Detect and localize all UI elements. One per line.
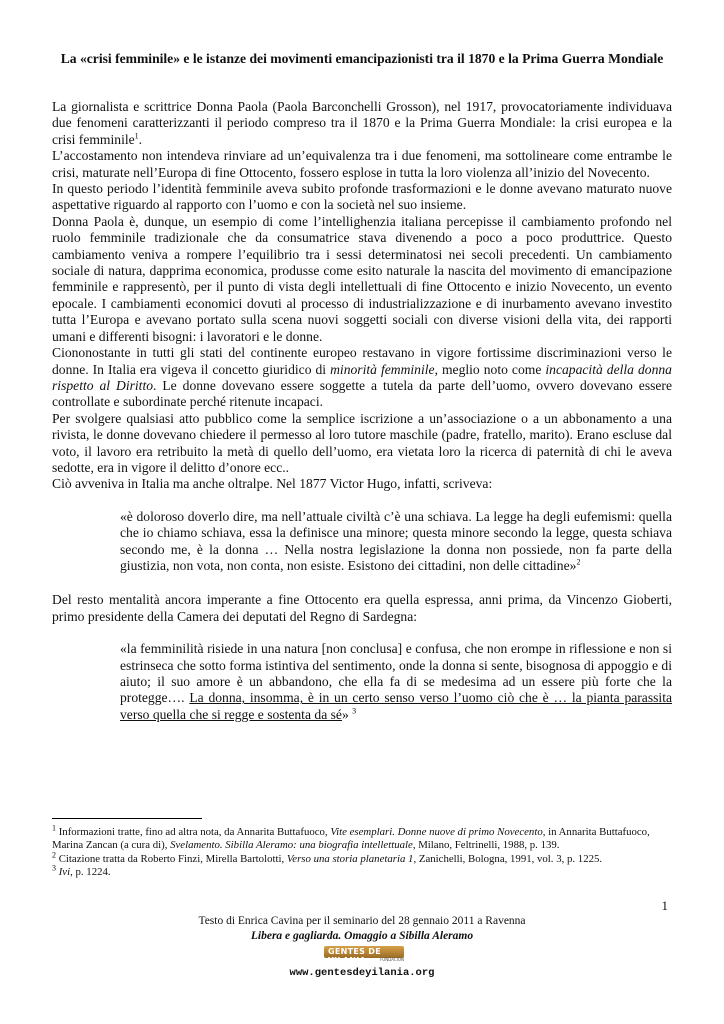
paragraph: In questo periodo l’identità femminile aveva subito profonde trasformazioni e le donne avevano maturato nuove aspettative riguardo al rapporto con l’uomo e con la società nel suo insieme. xyxy=(52,181,672,213)
page-number: 1 xyxy=(661,898,668,913)
quote-text: «la femminilità risiede in una natura [non conclusa] e confusa, che non erompe in riflessione e non si estrinseca che sotto forma istintiva del sentimento, onde la donna si sente, bisognosa di appoggio e di aiuto; il suo amore è un abbandono, che ella fa di se medesima ad un essere più forte che la protegge…. xyxy=(120,641,672,706)
quote-gioberti xyxy=(120,641,672,723)
paragraph: Ciò avveniva in Italia ma anche oltralpe. Nel 1877 Victor Hugo, infatti, scriveva: xyxy=(52,476,493,492)
footnote-text: Informazioni tratte, fino ad altra nota, da Annarita Buttafuoco, xyxy=(56,826,331,838)
quote-hugo xyxy=(120,509,672,575)
footer-event-title: Libera e gagliarda. Omaggio a Sibilla Aleramo xyxy=(250,929,474,942)
footnote xyxy=(52,863,672,879)
footnote-text: , Zanichelli, Bologna, 1991, vol. 3, p. 1225. xyxy=(413,852,603,865)
paragraph xyxy=(52,99,672,148)
article-body xyxy=(52,99,672,741)
footnote-italic: Ivi xyxy=(56,865,71,878)
paragraph: Donna Paola è, dunque, un esempio di come l’intellighenzia italiana percepisse il cambiamento profondo nel ruolo femminile tradizionale che da consumatrice stava divenendo a poco a poco produttrice. Questo cambiamento veniva a rompere l’equilibrio tra i sessi determinatosi nei secoli precedenti. Un cambiamento sociale di natura, dapprima economica, produsse come esito naturale la nascita del movimento di emancipazione femminile e rappresentò, per il punto di vista degli intellettuali di fine Ottocento e inizio Novecento, un evento epocale. I cambiamenti economici dovuti al processo di industrializzazione e di inurbamento avevano investito tutta l’Europa e avevano portato sulla scena nuovi soggetti sociali con diverse visioni della vita, dei rapporti umani e differenti bisogni: i lavoratori e le donne. xyxy=(52,213,672,344)
paragraph-text: , meglio noto come xyxy=(434,361,546,377)
article-title: La «crisi femminile» e le istanze dei movimenti emancipazionisti tra il 1870 e la Prima Guerra Mondiale xyxy=(60,51,664,66)
paragraph-text: . Le donne dovevano essere soggette a tutela da parte dell’uomo, ovvero dovevano essere controllate e subordinate perché ritenute incapaci. xyxy=(52,377,672,410)
paragraph-text: La giornalista e scrittrice Donna Paola (Paola Barconchelli Grosson), nel 1917, provocatoriamente individuava due fenomeni caratterizzanti il periodo compreso tra il 1870 e la Prima Guerra Mondiale: la crisi europea e la crisi femminile xyxy=(52,99,672,147)
footnote xyxy=(52,823,672,853)
footnote-divider xyxy=(52,818,202,819)
footnote-italic: Svelamento. Sibilla Aleramo: una biografia intellettuale xyxy=(170,839,413,852)
gentes-logo xyxy=(316,944,418,965)
paragraph-text: . xyxy=(138,131,143,147)
underlined-quote-text: La donna, insomma, è in un certo senso verso l’uomo ciò che è … la pianta parassita verso quella che si regge e sostenta da sé xyxy=(120,690,673,722)
paragraph: Per svolgere qualsiasi atto pubblico come la semplice iscrizione a un’associazione o a un abbonamento a una rivista, le donne dovevano chiedere il permesso al loro tutore maschile (padre, fratello, marito). Erano escluse dal voto, il lavoro era retribuito la metà di quello dell’uomo, era vietata loro la ricerca di paternità di chi le aveva sedotte, era in vigore il delitto d’onore ecc.. xyxy=(52,410,672,475)
italic-term: incapacità della donna rispetto al Diritto xyxy=(52,361,672,393)
logo-subtext: FUNDACIÓN xyxy=(380,957,405,962)
footnote-number: 2 xyxy=(52,850,56,859)
footer-url[interactable]: www.gentesdeyilania.org xyxy=(289,967,435,979)
italic-term: minorità femminile xyxy=(330,361,435,377)
paragraph xyxy=(52,345,672,411)
footnote-italic: Verso una storia planetaria 1 xyxy=(286,852,414,865)
footnote-text: , p. 1224. xyxy=(70,865,111,878)
footnote-text: , in Annarita Buttafuoco, Marina Zancan (a cura di), xyxy=(52,826,650,852)
footnote xyxy=(52,850,672,866)
footnote-ref: 1 xyxy=(134,131,139,141)
footnote-number: 1 xyxy=(52,823,56,833)
footnote-italic: Vite esemplari. Donne nuove di primo Novecento xyxy=(330,826,543,838)
paragraph: L’accostamento non intendeva rinviare ad un’equivalenza tra i due fenomeni, ma sottolineare come entrambe le crisi, maturate nell’Europa di fine Ottocento, fossero esplose in tutta la loro violenza all’inizio del Novecento. xyxy=(52,148,672,180)
footnote-text: , Milano, Feltrinelli, 1988, p. 139. xyxy=(412,839,560,852)
footer-credit: Testo di Enrica Cavina per il seminario del 28 gennaio 2011 a Ravenna xyxy=(198,915,526,927)
footnote-number: 3 xyxy=(52,863,56,873)
footnote-ref: 2 xyxy=(576,557,581,567)
paragraph-text: Ciononostante in tutti gli stati del continente europeo restavano in vigore fortissime discriminazioni verso le donne. In Italia era vigeva il concetto giuridico di xyxy=(52,345,672,377)
paragraph: Del resto mentalità ancora imperante a fine Ottocento era quella espressa, anni prima, da Vincenzo Gioberti, primo presidente della Camera dei deputati del Regno di Sardegna: xyxy=(52,592,672,624)
page-footer xyxy=(52,914,672,943)
quote-text: «è doloroso doverlo dire, ma nell’attuale civiltà c’è una schiava. La legge ha degli eufemismi: quella che io chiamo schiava, essa la definisce una minore; questa minore secondo la legge, questa schiava secondo me, è la donna … Nella nostra legislazione la donna non possiede, non fa parte della giustizia, non vota, non conta, non esiste. Esistono dei cittadini, non delle cittadine» xyxy=(120,508,672,573)
footnotes xyxy=(52,823,672,879)
footnote-ref: 3 xyxy=(352,706,357,716)
logo-text: GENTES DE YILANIA xyxy=(328,947,382,965)
quote-text: » xyxy=(341,706,353,722)
footnote-text: Citazione tratta da Roberto Finzi, Mirella Bartolotti, xyxy=(56,852,287,865)
